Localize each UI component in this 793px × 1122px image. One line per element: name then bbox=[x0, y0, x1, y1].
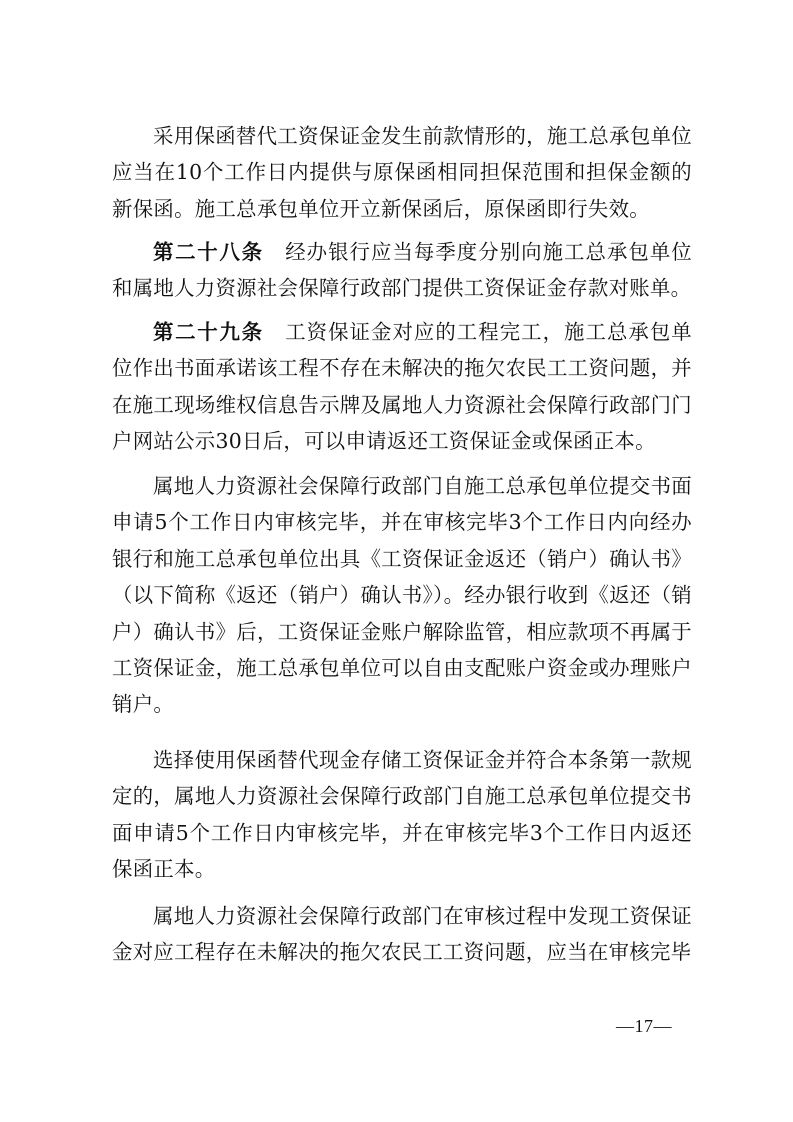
paragraph-text: 选择使用保函替代现金存储工资保证金并符合本条第一款规定的，属地人力资源社会保障行政部门自施工总承包单位提交书面申请5个工作日内审核完毕，并在审核完毕3个工作日内返还保函正本。 bbox=[112, 748, 692, 882]
article-number-28: 第二十八条 bbox=[153, 240, 264, 264]
paragraph-unresolved-arrears bbox=[112, 898, 692, 971]
paragraph-text: 属地人力资源社会保障行政部门在审核过程中发现工资保证金对应工程存在未解决的拖欠农民工工资问题，应当在审核完毕 bbox=[112, 904, 692, 965]
paragraph-article-29 bbox=[112, 314, 692, 460]
page-number: —17— bbox=[616, 1016, 672, 1036]
paragraph-guarantee-return bbox=[112, 742, 692, 888]
paragraph-text: 采用保函替代工资保证金发生前款情形的，施工总承包单位应当在10个工作日内提供与原保函相同担保范围和担保金额的新保函。施工总承包单位开立新保函后，原保函即行失效。 bbox=[112, 124, 692, 221]
paragraph-text: 工资保证金对应的工程完工，施工总承包单位作出书面承诺该工程不存在未解决的拖欠农民工工资问题，并在施工现场维权信息告示牌及属地人力资源社会保障行政部门门户网站公示30日后，可以申请返还工资保证金或保函正本。 bbox=[112, 320, 692, 454]
paragraph-article-28 bbox=[112, 234, 692, 307]
article-number-29: 第二十九条 bbox=[153, 320, 264, 344]
paragraph-text: 属地人力资源社会保障行政部门自施工总承包单位提交书面申请5个工作日内审核完毕，并在审核完毕3个工作日内向经办银行和施工总承包单位出具《工资保证金返还（销户）确认书》（以下简称《返还（销户）确认书》）。经办银行收到《返还（销户）确认书》后，工资保证金账户解除监管，相应款项不再属于工资保证金，施工总承包单位可以自由支配账户资金或办理账户销户。 bbox=[112, 474, 692, 717]
paragraph-text: 经办银行应当每季度分别向施工总承包单位和属地人力资源社会保障行政部门提供工资保证金存款对账单。 bbox=[112, 240, 692, 301]
paragraph-refund-review bbox=[112, 468, 692, 723]
paragraph-guarantee-replacement bbox=[112, 118, 692, 227]
